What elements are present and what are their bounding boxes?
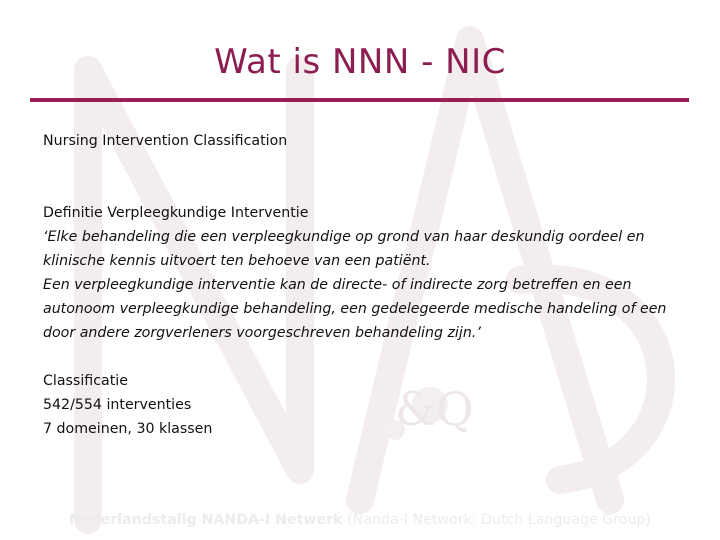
classification-domains: 7 domeinen, 30 klassen [43, 421, 213, 437]
classification-heading: Classificatie [43, 373, 128, 389]
definition-heading: Definitie Verpleegkundige Interventie [43, 205, 309, 221]
title-divider [30, 98, 689, 102]
slide-body [43, 129, 693, 441]
footer-text [0, 512, 720, 528]
spacer [43, 153, 693, 201]
definition-quote-part-1: ‘Elke behandeling die een verpleegkundige op grond van haar deskundig oordeel en klinische kennis uitvoert ten behoeve van een patiënt. [43, 229, 645, 269]
classification-count: 542/554 interventies [43, 397, 192, 413]
footer-bold-text: Nederlandstalig NANDA-I Netwerk [68, 512, 343, 528]
footer-rest-text: (Nanda-I Network: Dutch Language Group) [342, 512, 652, 528]
page-title: Wat is NNN - NIC [214, 42, 506, 82]
definition-quote-part-2: Een verpleegkundige interventie kan de directe- of indirecte zorg betreffen en een autonoom verpleegkundige behandeling, een gedelegeerde medische handeling of een door andere zorgverleners voorgeschreven behandeling zijn.’ [43, 277, 667, 341]
spacer [43, 345, 693, 369]
subtitle-text: Nursing Intervention Classification [43, 133, 288, 149]
svg-text:&Q: &Q [395, 382, 474, 436]
